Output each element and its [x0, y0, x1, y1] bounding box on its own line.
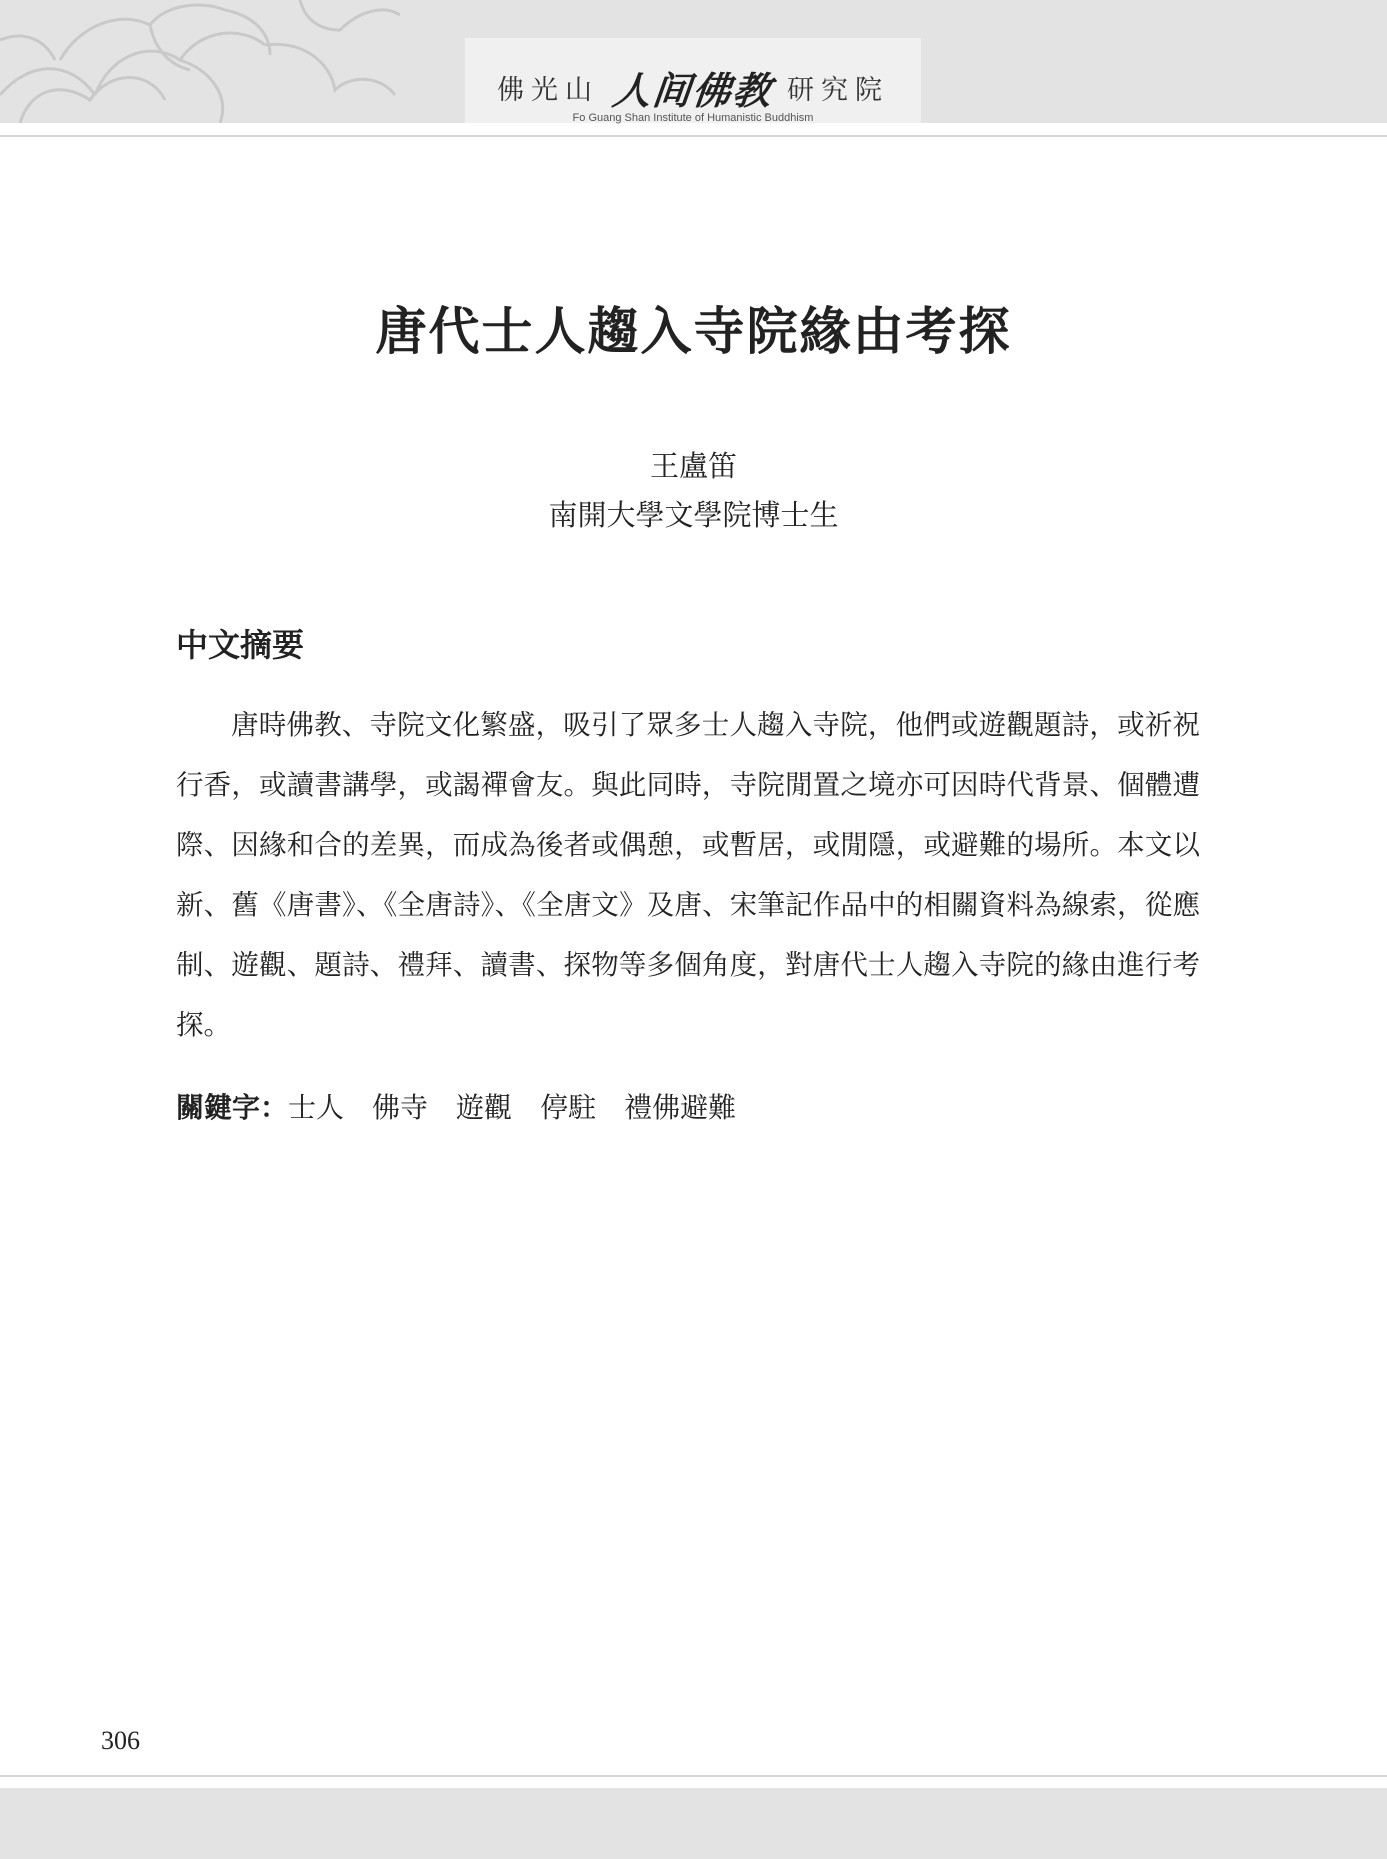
page-number: 306 — [101, 1726, 140, 1755]
logo-right-text: 研究院 — [787, 74, 889, 106]
logo-calligraphy-text: 人间佛教 — [610, 67, 776, 113]
lotus-ornament-icon — [0, 0, 400, 123]
keyword: 禮佛避難 — [624, 1091, 737, 1124]
header-band — [0, 0, 1387, 123]
logo-subtitle: Fo Guang Shan Institute of Humanistic Buddhism — [572, 112, 814, 124]
institute-logo — [465, 38, 921, 123]
abstract-body: 唐時佛教、寺院文化繁盛，吸引了眾多士人趨入寺院，他們或遊觀題詩，或祈祝行香，或讀書講學，或謁禪會友。與此同時，寺院閒置之境亦可因時代背景、個體遭際、因緣和合的差異，而成為後者或偶憩，或暫居，或閒隱，或避難的場所。本文以新、舊《唐書》、《全唐詩》、《全唐文》及唐、宋筆記作品中的相關資料為線索，從應制、遊觀、題詩、禮拜、讀書、探物等多個角度，對唐代士人趨入寺院的緣由進行考探。 — [176, 709, 1200, 1041]
author-name: 王盧笛 — [649, 449, 737, 483]
keyword: 停駐 — [540, 1091, 597, 1124]
keywords-row — [176, 1086, 764, 1126]
keyword: 士人 — [288, 1091, 345, 1124]
keyword: 佛寺 — [372, 1091, 429, 1124]
keywords-label: 關鍵字： — [176, 1091, 289, 1124]
author-affiliation: 南開大學文學院博士生 — [548, 498, 839, 532]
logo-left-text: 佛光山 — [496, 74, 599, 106]
header-divider — [0, 135, 1387, 137]
logo-row — [465, 62, 921, 112]
paper-title: 唐代士人趨入寺院緣由考探 — [375, 302, 1012, 362]
abstract-heading: 中文摘要 — [176, 626, 305, 664]
footer-divider — [0, 1775, 1387, 1777]
keyword: 遊觀 — [456, 1091, 513, 1124]
footer-band — [0, 1788, 1387, 1859]
